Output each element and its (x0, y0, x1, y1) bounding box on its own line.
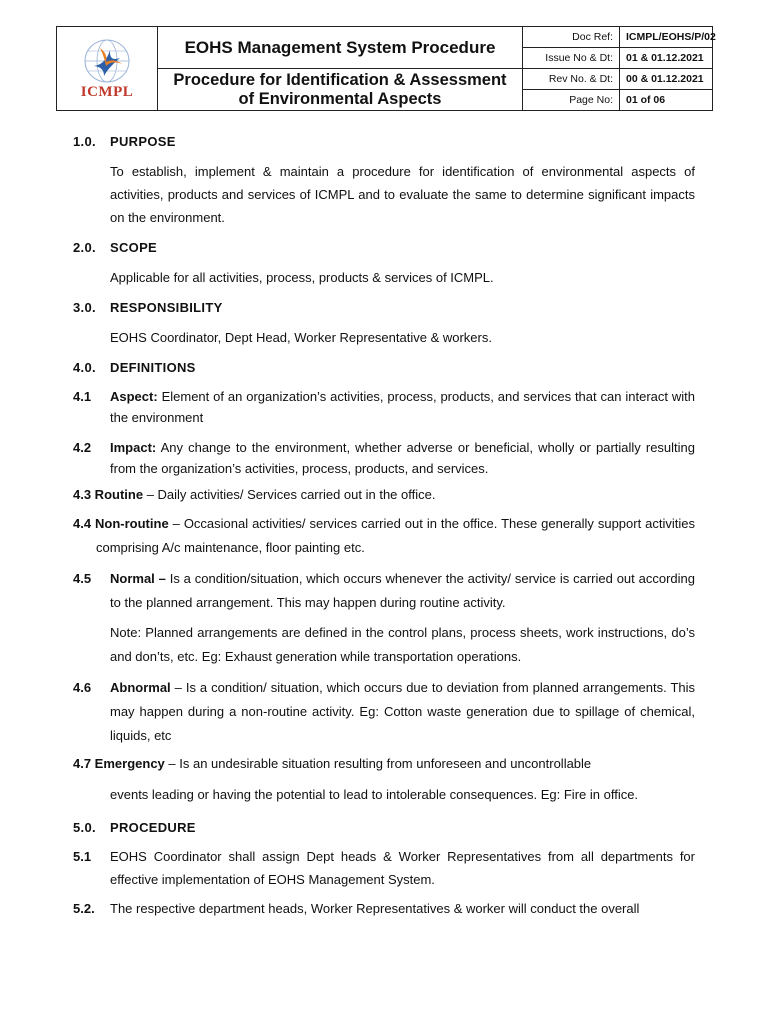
globe-logo-icon (76, 36, 138, 86)
rev-value: 00 & 01.12.2021 (620, 69, 713, 90)
section-purpose (73, 160, 695, 229)
section-definitions-heading: 4.0. DEFINITIONS (73, 360, 196, 375)
doc-ref-value: ICMPL/EOHS/P/02 (620, 27, 713, 48)
definition-abnormal: 4.6 Abnormal – Is a condition/ situation, which occurs due to deviation from planned arrangements. This may happen during a non-routine activity. Eg: Cotton waste generation due to spillage of chemical, liquids, etc (73, 680, 695, 743)
section-scope (73, 266, 695, 289)
section-responsibility-heading: 3.0. RESPONSIBILITY (73, 300, 223, 315)
company-logo (57, 27, 158, 111)
scope-text: Applicable for all activities, process, products & services of ICMPL. (110, 270, 494, 285)
definition-impact: 4.2 Impact: Any change to the environment, whether adverse or beneficial, wholly or partially resulting from the organization’s activities, process, products, and services. (73, 440, 695, 476)
definition-normal: 4.5 Normal – Is a condition/situation, which occurs whenever the activity/ service is carried out according to the planned arrangement. This may happen during routine activity. Note: Planned arrangements are defined in the control plans, process sheets, work instructions, do’s and don’ts, etc. Eg: Exhaust generation while transportation operations. (73, 567, 695, 669)
doc-ref-label: Doc Ref: (523, 27, 620, 48)
definition-routine: 4.3 Routine – Daily activities/ Services carried out in the office. (73, 487, 436, 502)
procedure-title-line2: of Environmental Aspects (238, 89, 442, 108)
responsibility-text: EOHS Coordinator, Dept Head, Worker Representative & workers. (110, 330, 492, 345)
procedure-step-5-1: 5.1 EOHS Coordinator shall assign Dept heads & Worker Representatives from all departments for effective implementation of EOHS Management System. (73, 849, 695, 887)
issue-label: Issue No & Dt: (523, 48, 620, 69)
rev-label: Rev No. & Dt: (523, 69, 620, 90)
page-no-label: Page No: (523, 90, 620, 111)
document-header (56, 26, 716, 111)
procedure-title (158, 69, 523, 111)
section-procedure-heading: 5.0. PROCEDURE (73, 820, 196, 835)
document-title: EOHS Management System Procedure (158, 27, 523, 69)
procedure-step-5-2: 5.2. The respective department heads, Worker Representatives & worker will conduct the overall (73, 901, 640, 916)
normal-note: Note: Planned arrangements are defined in the control plans, process sheets, work instructions, do’s and don’ts, etc. Eg: Exhaust generation while transportation operations. (110, 625, 695, 664)
section-scope-heading: 2.0. SCOPE (73, 240, 158, 255)
purpose-text: To establish, implement & maintain a procedure for identification of environmental aspects of activities, products and services of ICMPL and to evaluate the same to determine significant impacts on the environment. (110, 164, 695, 225)
issue-value: 01 & 01.12.2021 (620, 48, 713, 69)
section-purpose-heading: 1.0. PURPOSE (73, 134, 176, 149)
procedure-title-line1: Procedure for Identification & Assessment (173, 70, 507, 89)
definition-aspect: 4.1 Aspect: Element of an organization’s activities, process, products, and services that can interact with the environment (73, 389, 695, 425)
definition-non-routine: 4.4 Non-routine – Occasional activities/ services carried out in the office. These generally support activities comprising A/c maintenance, floor painting etc. (73, 516, 696, 555)
logo-text: ICMPL (80, 84, 134, 100)
document-body (73, 130, 695, 920)
definition-emergency: 4.7 Emergency – Is an undesirable situation resulting from unforeseen and uncontrollable (73, 756, 592, 771)
section-responsibility (73, 326, 695, 349)
page-no-value: 01 of 06 (620, 90, 713, 111)
emergency-continuation: events leading or having the potential to lead to intolerable consequences. Eg: Fire in office. (110, 787, 639, 802)
